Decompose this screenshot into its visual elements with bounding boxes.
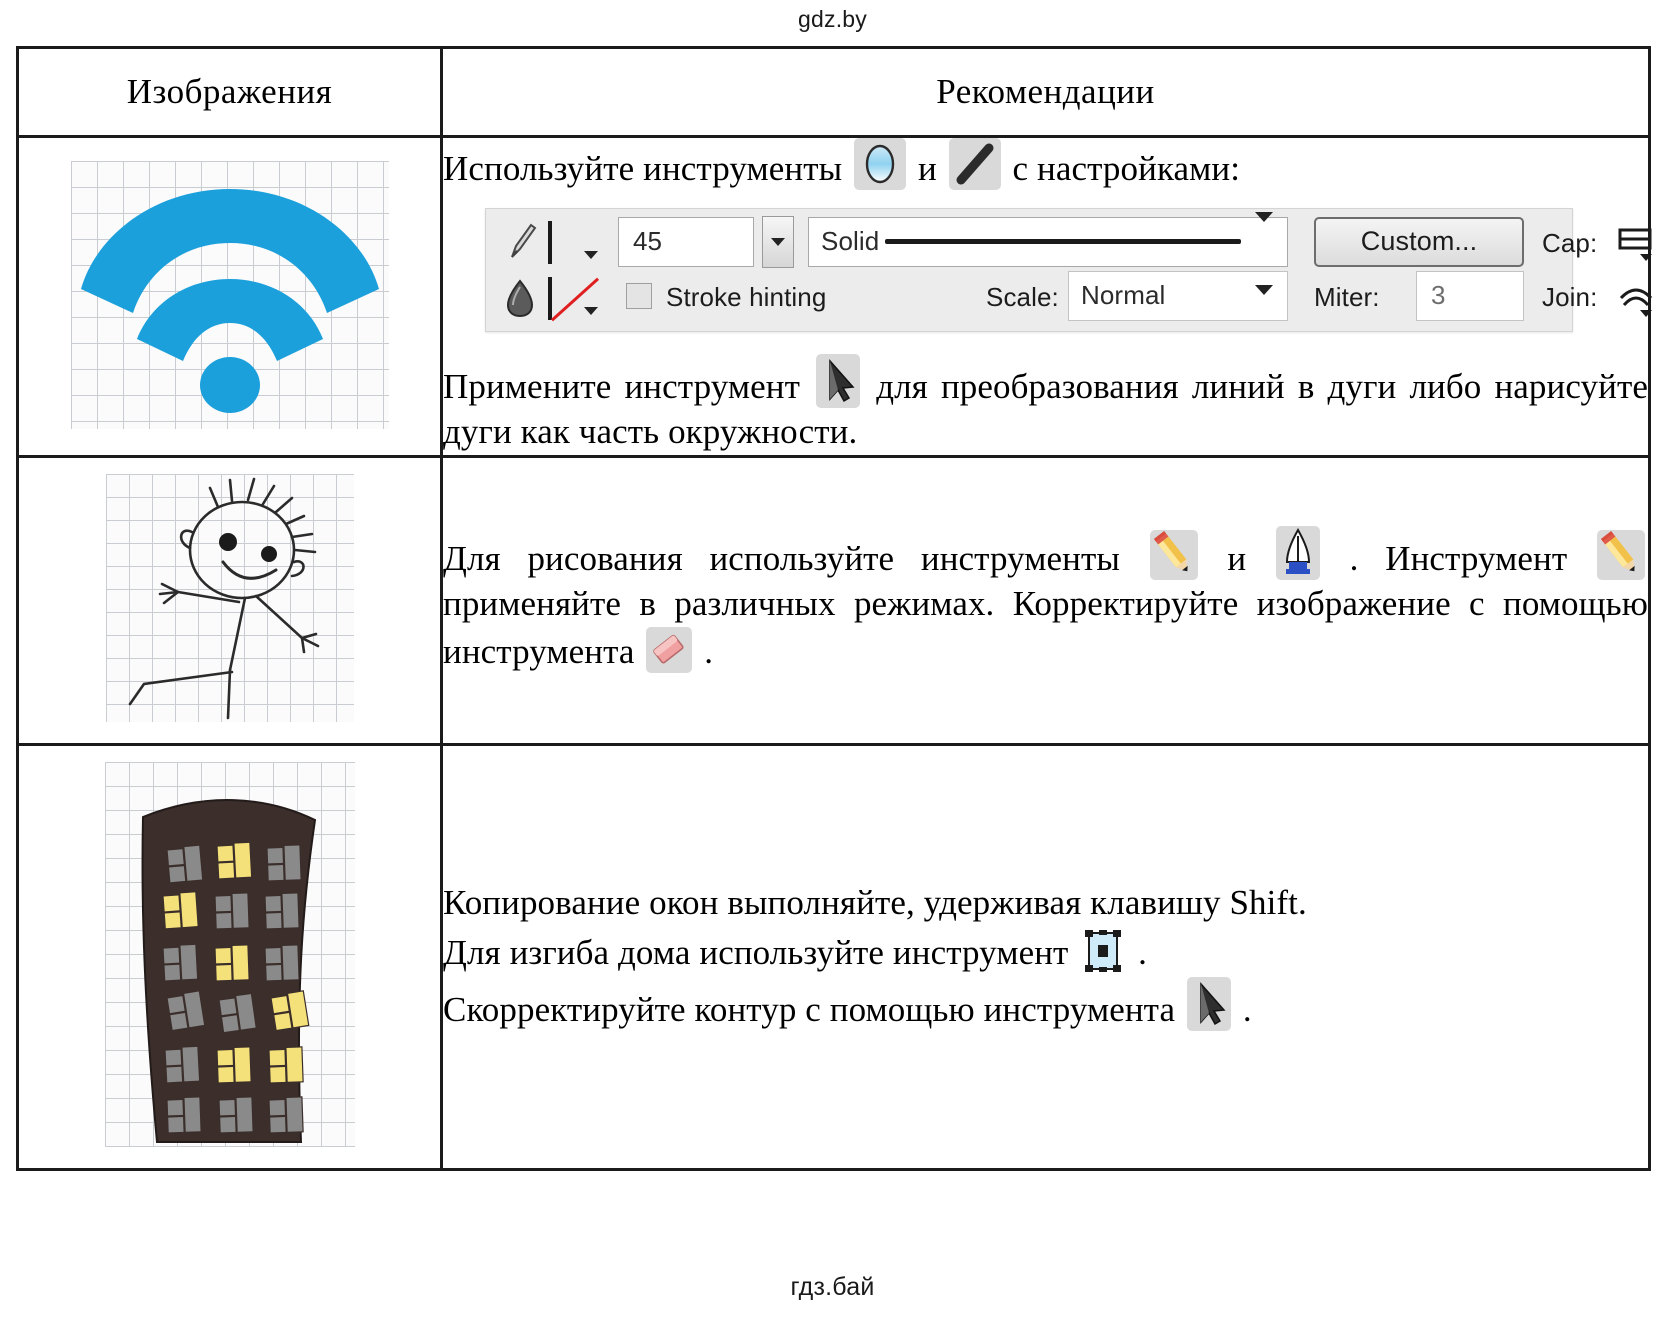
line-style-value: Solid [821, 225, 880, 256]
house-line-3 [443, 977, 1648, 1033]
wifi-signal-drawing [71, 161, 389, 429]
image-cell-wifi [18, 137, 442, 457]
chevron-down-icon[interactable] [584, 312, 598, 358]
wifi-intro-part1: Используйте инструменты [443, 149, 843, 188]
wifi-intro-part3: с настройками: [1012, 149, 1241, 188]
stick-text-part3: . Инструмент [1349, 538, 1568, 578]
pick-tool-icon[interactable] [1187, 977, 1231, 1031]
outline-pen-toolbar [485, 208, 1598, 332]
custom-button[interactable]: Custom... [1314, 217, 1524, 267]
pen-icon[interactable] [504, 219, 538, 275]
image-cell-stick-figure [18, 456, 442, 744]
recommendation-cell-house [442, 744, 1650, 1169]
chevron-down-icon[interactable] [1255, 292, 1273, 338]
stick-text-part4: применяйте в различных режимах. Корректируйте изображение с помощью инструмента [443, 584, 1648, 671]
line-tool-icon[interactable] [949, 138, 1001, 190]
fill-none-swatch[interactable] [548, 276, 552, 322]
solid-line-preview [885, 239, 1241, 244]
watermark-bottom: гдз.бай [790, 1273, 875, 1301]
stick-figure-drawing [106, 474, 354, 722]
table-row [18, 456, 1650, 744]
house-line2-part1: Для изгиба дома используйте инструмент [443, 932, 1069, 972]
miter-label: Miter: [1314, 281, 1380, 312]
wifi-outro-part2: для преобразования линий в дуги либо нарисуйте дуги как часть окружности. [443, 366, 1648, 451]
toolbar-row-1 [486, 215, 1598, 271]
header-images: Изображения [18, 48, 442, 137]
cap-label: Cap: [1542, 227, 1598, 258]
pen-nib-tool-icon[interactable] [1276, 526, 1320, 580]
wifi-instructions [443, 138, 1648, 455]
scale-label: Scale: [986, 281, 1059, 312]
scale-combo[interactable] [1068, 271, 1288, 321]
bent-house-drawing [105, 762, 355, 1147]
wifi-intro-line [443, 138, 1648, 192]
recommendation-cell-stick-figure [442, 456, 1650, 744]
stick-text-part2: и [1227, 538, 1247, 578]
eraser-tool-icon[interactable] [646, 627, 692, 673]
fill-bucket-icon[interactable] [504, 277, 538, 331]
header-recommendations: Рекомендации [442, 48, 1650, 137]
outline-width-field[interactable] [618, 217, 754, 267]
ellipse-tool-icon[interactable] [854, 138, 906, 190]
cap-style-icon[interactable] [1618, 223, 1654, 275]
join-style-icon[interactable] [1618, 277, 1654, 331]
join-label: Join: [1542, 281, 1598, 312]
house-line2-part2: . [1138, 932, 1148, 972]
house-instructions [443, 880, 1648, 1033]
recommendations-table [16, 46, 1651, 1171]
image-cell-house [18, 744, 442, 1169]
house-line-2 [443, 928, 1648, 976]
outline-width-value: 45 [633, 225, 663, 256]
pencil-tool-icon[interactable] [1150, 530, 1198, 580]
scale-value: Normal [1081, 279, 1166, 310]
shape-pick-tool-icon[interactable] [816, 354, 860, 408]
wifi-intro-part2: и [917, 149, 937, 188]
house-line3-part1: Скорректируйте контур с помощью инструмента [443, 990, 1176, 1030]
stick-text-part5: . [704, 631, 714, 671]
miter-field[interactable] [1416, 271, 1524, 321]
toolbar-row-2 [486, 271, 1598, 327]
table-row [18, 744, 1650, 1169]
table-header-row [18, 48, 1650, 137]
none-swatch[interactable] [548, 277, 552, 320]
envelope-distort-tool-icon[interactable] [1080, 928, 1126, 974]
wifi-outro-paragraph [443, 354, 1648, 455]
outline-color-blue[interactable] [548, 221, 552, 264]
wifi-outro-part1: Примените инструмент [443, 366, 800, 406]
line-style-combo[interactable] [808, 217, 1288, 267]
stroke-hinting-label: Stroke hinting [666, 281, 827, 312]
watermark-top: gdz.by [798, 6, 867, 32]
chevron-down-icon[interactable] [1255, 219, 1273, 265]
recommendation-cell-wifi [442, 137, 1650, 457]
house-line3-part2: . [1242, 990, 1252, 1030]
outline-color-swatch[interactable] [548, 220, 552, 266]
table-row [18, 137, 1650, 457]
pencil-tool-icon[interactable] [1597, 530, 1645, 580]
stick-text-part1: Для рисования используйте инструменты [443, 538, 1120, 578]
miter-value: 3 [1431, 279, 1446, 310]
outline-width-spinner[interactable] [762, 216, 794, 268]
stroke-hinting-checkbox[interactable] [626, 283, 652, 309]
house-line-1: Копирование окон выполняйте, удерживая клавишу Shift. [443, 883, 1307, 923]
stick-figure-instructions [443, 526, 1648, 675]
